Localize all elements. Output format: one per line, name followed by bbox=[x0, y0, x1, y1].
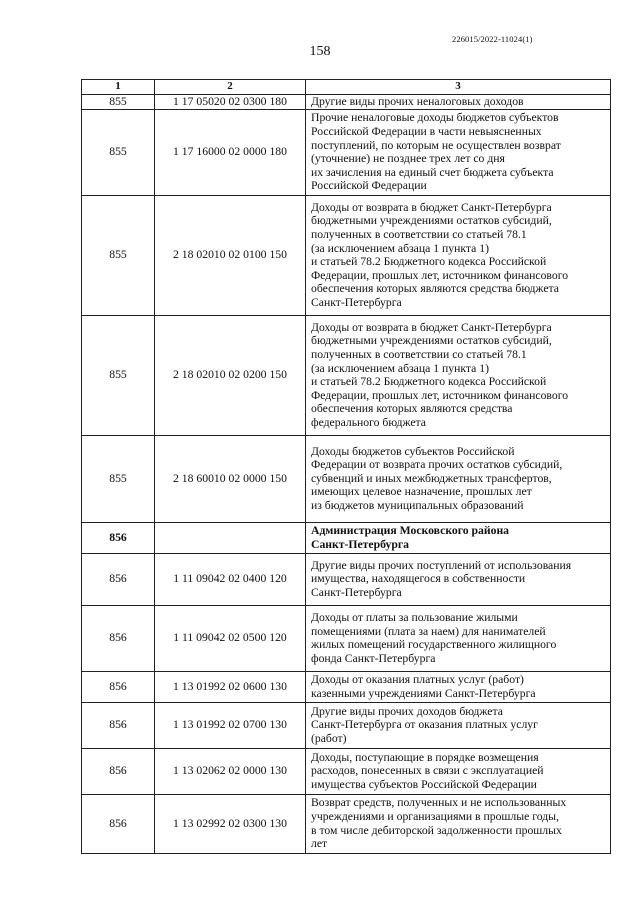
revenue-description-cell: Прочие неналоговые доходы бюджетов субъектов Российской Федерации в части невыясненных поступлений, по которым не осуществлен возврат (уточнение) не позднее трех лет со дня их зачисления на единый счет бюджета субъекта Российской Федерации bbox=[306, 109, 611, 195]
revenue-description-cell: Возврат средств, полученных и не использованных учреждениями и организациями в прошлые годы, в том числе дебиторской задолженности прошлых лет bbox=[306, 794, 611, 853]
revenue-description-cell: Другие виды прочих доходов бюджета Санкт-Петербурга от оказания платных услуг (работ) bbox=[306, 702, 611, 748]
table-header-row bbox=[82, 80, 611, 95]
classification-code-cell bbox=[155, 522, 306, 553]
admin-code-cell: 856 bbox=[82, 522, 155, 553]
table-row bbox=[82, 794, 611, 853]
revenue-description-cell: Доходы от возврата в бюджет Санкт-Петербурга бюджетными учреждениями остатков субсидий, полученных в соответствии со статьей 78.1 (за исключением абзаца 1 пункта 1) и статьей 78.2 Бюджетного кодекса Российской Федерации, прошлых лет, источником финансового обеспечения которых являются средства федерального бюджета bbox=[306, 315, 611, 435]
admin-code-cell: 856 bbox=[82, 553, 155, 605]
admin-code-cell: 855 bbox=[82, 435, 155, 522]
classification-code-cell: 1 11 09042 02 0500 120 bbox=[155, 605, 306, 671]
table-row bbox=[82, 435, 611, 522]
column-header-2: 2 bbox=[155, 80, 306, 95]
revenue-description-cell: Доходы от оказания платных услуг (работ) казенными учреждениями Санкт-Петербурга bbox=[306, 671, 611, 702]
admin-code-cell: 855 bbox=[82, 195, 155, 315]
classification-code-cell: 2 18 02010 02 0100 150 bbox=[155, 195, 306, 315]
classification-code-cell: 1 13 01992 02 0600 130 bbox=[155, 671, 306, 702]
classification-code-cell: 1 17 16000 02 0000 180 bbox=[155, 109, 306, 195]
page-number: 158 bbox=[309, 44, 331, 59]
admin-code-cell: 855 bbox=[82, 109, 155, 195]
revenue-description-cell: Администрация Московского района Санкт-Петербурга bbox=[306, 522, 611, 553]
revenue-description-cell: Доходы бюджетов субъектов Российской Федерации от возврата прочих остатков субсидий, субвенций и иных межбюджетных трансфертов, имеющих целевое назначение, прошлых лет из бюджетов муниципальных образований bbox=[306, 435, 611, 522]
classification-code-cell: 2 18 60010 02 0000 150 bbox=[155, 435, 306, 522]
table-row bbox=[82, 109, 611, 195]
revenue-description-cell: Другие виды прочих неналоговых доходов bbox=[306, 95, 611, 110]
column-header-1: 1 bbox=[82, 80, 155, 95]
classification-code-cell: 1 13 02992 02 0300 130 bbox=[155, 794, 306, 853]
table-row bbox=[82, 748, 611, 794]
table-row bbox=[82, 605, 611, 671]
column-header-3: 3 bbox=[306, 80, 611, 95]
revenue-description-cell: Доходы от платы за пользование жилыми помещениями (плата за наем) для нанимателей жилых помещений государственного жилищного фонда Санкт-Петербурга bbox=[306, 605, 611, 671]
admin-code-cell: 856 bbox=[82, 702, 155, 748]
admin-code-cell: 855 bbox=[82, 95, 155, 110]
admin-code-cell: 856 bbox=[82, 671, 155, 702]
budget-code-table bbox=[81, 79, 611, 854]
admin-code-cell: 855 bbox=[82, 315, 155, 435]
classification-code-cell: 1 13 01992 02 0700 130 bbox=[155, 702, 306, 748]
admin-code-cell: 856 bbox=[82, 605, 155, 671]
revenue-description-cell: Доходы от возврата в бюджет Санкт-Петербурга бюджетными учреждениями остатков субсидий, полученных в соответствии со статьей 78.1 (за исключением абзаца 1 пункта 1) и статьей 78.2 Бюджетного кодекса Российской Федерации, прошлых лет, источником финансового обеспечения которых являются средства бюджета Санкт-Петербурга bbox=[306, 195, 611, 315]
classification-code-cell: 1 11 09042 02 0400 120 bbox=[155, 553, 306, 605]
table-row bbox=[82, 195, 611, 315]
table-row bbox=[82, 671, 611, 702]
admin-code-cell: 856 bbox=[82, 748, 155, 794]
classification-code-cell: 1 13 02062 02 0000 130 bbox=[155, 748, 306, 794]
admin-code-cell: 856 bbox=[82, 794, 155, 853]
classification-code-cell: 2 18 02010 02 0200 150 bbox=[155, 315, 306, 435]
table-row-administrator bbox=[82, 522, 611, 553]
revenue-description-cell: Другие виды прочих поступлений от использования имущества, находящегося в собственности Санкт-Петербурга bbox=[306, 553, 611, 605]
classification-code-cell: 1 17 05020 02 0300 180 bbox=[155, 95, 306, 110]
revenue-description-cell: Доходы, поступающие в порядке возмещения расходов, понесенных в связи с эксплуатацией имущества субъектов Российской Федерации bbox=[306, 748, 611, 794]
table-row bbox=[82, 315, 611, 435]
table-row bbox=[82, 95, 611, 110]
document-id: 226015/2022-11024(1) bbox=[452, 34, 533, 44]
table-row bbox=[82, 702, 611, 748]
table-row bbox=[82, 553, 611, 605]
